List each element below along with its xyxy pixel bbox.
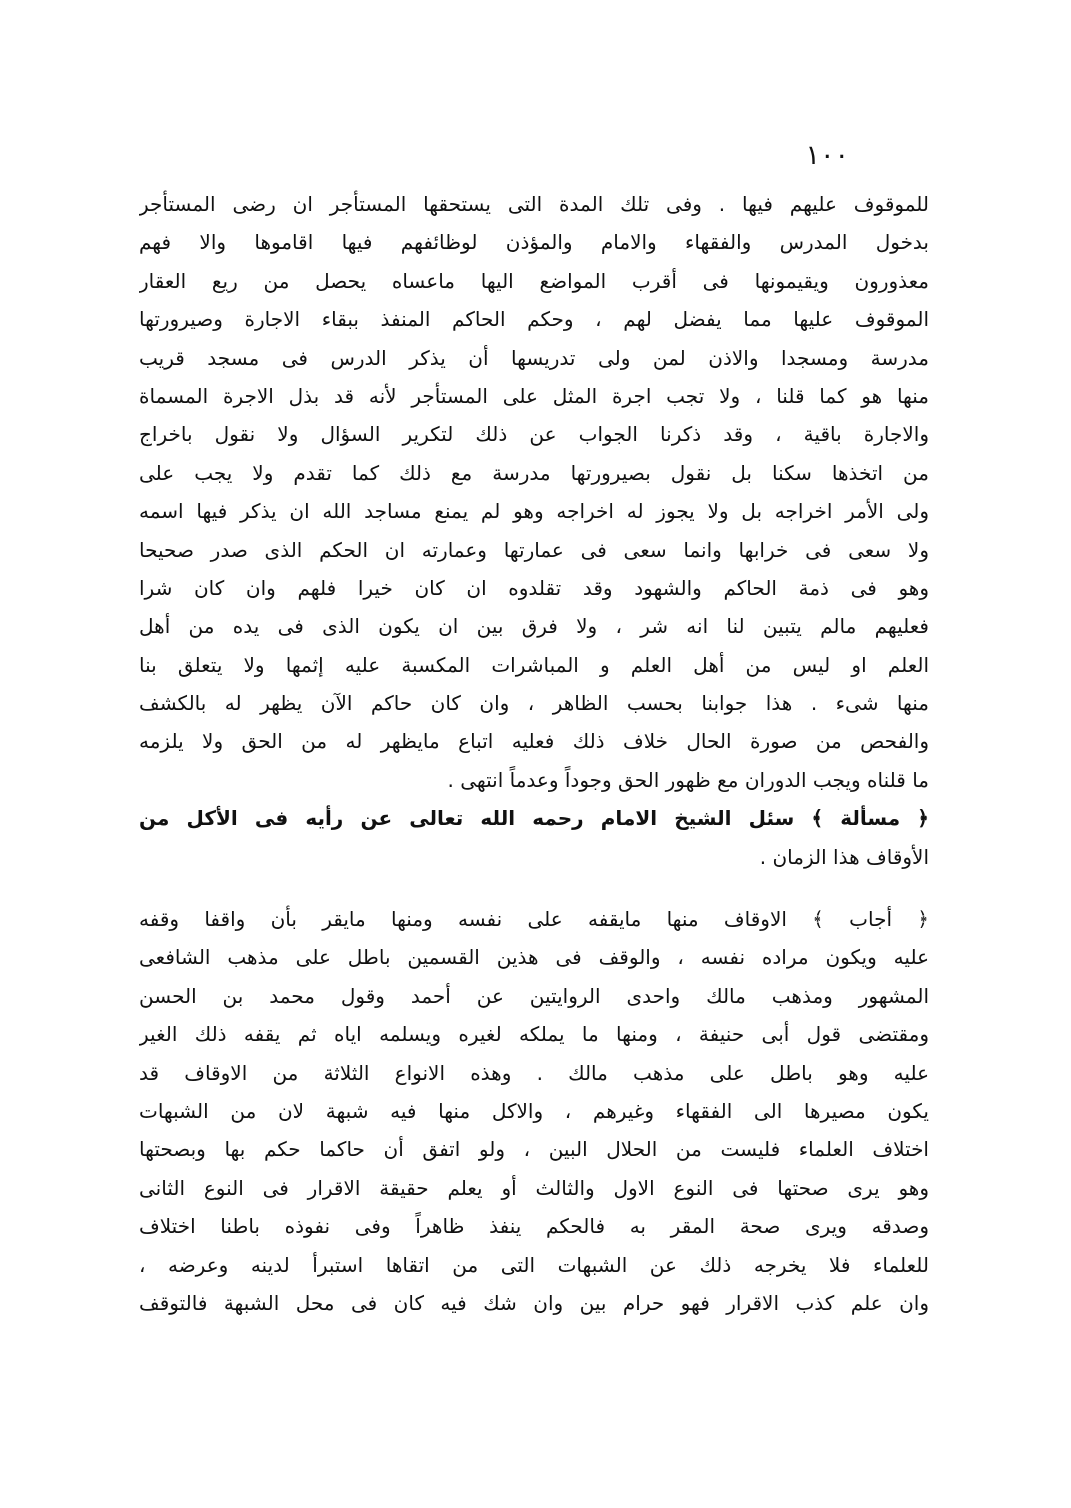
text-line: ما قلناه ويجب الدوران مع ظهور الحق وجوداً وعدماً انتهى .	[447, 767, 929, 792]
text-line: من اتخذها سكنا بل نقول بصيرورتها مدرسة مع ذلك كما تقدم ولا يجب على	[139, 460, 929, 485]
text-line: العلم او ليس من أهل العلم و المباشرات المكسبة عليه إثمها ولا يتعلق بنا	[139, 652, 929, 677]
text-line: ولا سعى فى خرابها وانما سعى فى عمارتها وعمارته ان الحكم الذى صدر صحيحا	[139, 537, 929, 562]
text-line: والفحص من صورة الحال خلاف ذلك فعليه اتباع مايظهر له من الحق ولا يلزمه	[139, 729, 929, 754]
text-line: منها شىء . هذا جوابنا بحسب الظاهر ، وان كان حاكم الآن يظهر له بالكشف	[139, 691, 929, 716]
text-line: فعليهم مالم يتبين لنا انه شر ، ولا فرق بين ان يكون الذى فى يده من أهل	[139, 614, 929, 639]
answer-line: ومقتضى قول أبى حنيفة ، ومنها ما يملكه لغيره ويسلمه اياه ثم يقفه ذلك الغير	[139, 1022, 929, 1047]
page-number: ١٠٠	[805, 140, 849, 171]
text-line: مدرسة ومسجدا والاذن لمن ولى تدريسها أن يذكر الدرس فى مسجد قريب	[139, 345, 929, 370]
answer-line: عليه ويكون مراده نفسه ، والوقف فى هذين القسمين باطل على مذهب الشافعى	[139, 945, 929, 970]
answer-line: المشهور ومذهب مالك واحدى الروايتين عن أحمد وقول محمد بن الحسن	[139, 983, 929, 1008]
answer-line: وصدقه ويرى صحة المقر به فالحكم ينفذ ظاهراً وفى نفوذه باطنا اختلاف	[139, 1214, 929, 1239]
answer-line: وان علم كذب الاقرار فهو حرام بين وان شك فيه كان فى محل الشبهة فالتوقف	[139, 1290, 929, 1315]
answer-line: وهو يرى صحتها فى النوع الاول والثالث أو يعلم حقيقة الاقرار فى النوع الثانى	[139, 1175, 929, 1200]
text-line: والاجارة باقية ، وقد ذكرنا الجواب عن ذلك لتكرير السؤال ولا نقول باخراج	[139, 422, 929, 447]
answer-line: للعلماء فلا يخرجه ذلك عن الشبهات التى من اتقاها استبرأ لدينه وعرضه ،	[139, 1252, 929, 1277]
text-line: للموقوف عليهم فيها . وفى تلك المدة التى يستحقها المستأجر ان رضى المستأجر	[139, 192, 929, 216]
answer-line: عليه وهو باطل على مذهب مالك . وهذه الانواع الثلاثة من الاوقاف قد	[139, 1060, 929, 1085]
text-line: الموقوف عليها مما يفضل لهم ، وحكم الحاكم المنفذ ببقاء الاجارة وصيرورتها	[139, 307, 929, 332]
body-text	[139, 185, 929, 1322]
text-line: بدخول المدرس والفقهاء والامام والمؤذن لوظائفهم فيها اقاموها والا فهم	[139, 230, 929, 255]
text-line: معذورون ويقيمونها فى أقرب المواضع اليها ماعساه يحصل من ريع العقار	[139, 268, 929, 293]
question-line: الأوقاف هذا الزمان .	[759, 844, 929, 869]
text-line: ولى الأمر اخراجه بل ولا يجوز له اخراجه وهو لم يمنع مساجد الله ان يذكر فيها اسمه	[139, 499, 929, 524]
answer-line: يكون مصيرها الى الفقهاء وغيرهم ، والاكل منها فيه شبهة لان من الشبهات	[139, 1098, 929, 1123]
question-line: ﴿ مسألة ﴾ سئل الشيخ الامام رحمه الله تعالى عن رأيه فى الأكل من	[139, 806, 929, 831]
answer-line: ﴿ أجاب ﴾ الاوقاف منها مايقفه على نفسه ومنها مايقر بأن واقفا وقفه	[139, 907, 929, 932]
text-line: منها هو كما قلنا ، ولا تجب اجرة المثل على المستأجر لأنه قد بذل الاجرة المسماة	[139, 383, 929, 408]
text-line: وهو فى ذمة الحاكم والشهود وقد تقلدوه ان كان خيرا فلهم وان كان شرا	[139, 575, 929, 600]
paragraph-gap	[139, 876, 929, 900]
answer-line: اختلاف العلماء فليست من الحلال البين ، ولو اتفق أن حاكما حكم بها وبصحتها	[139, 1137, 929, 1162]
